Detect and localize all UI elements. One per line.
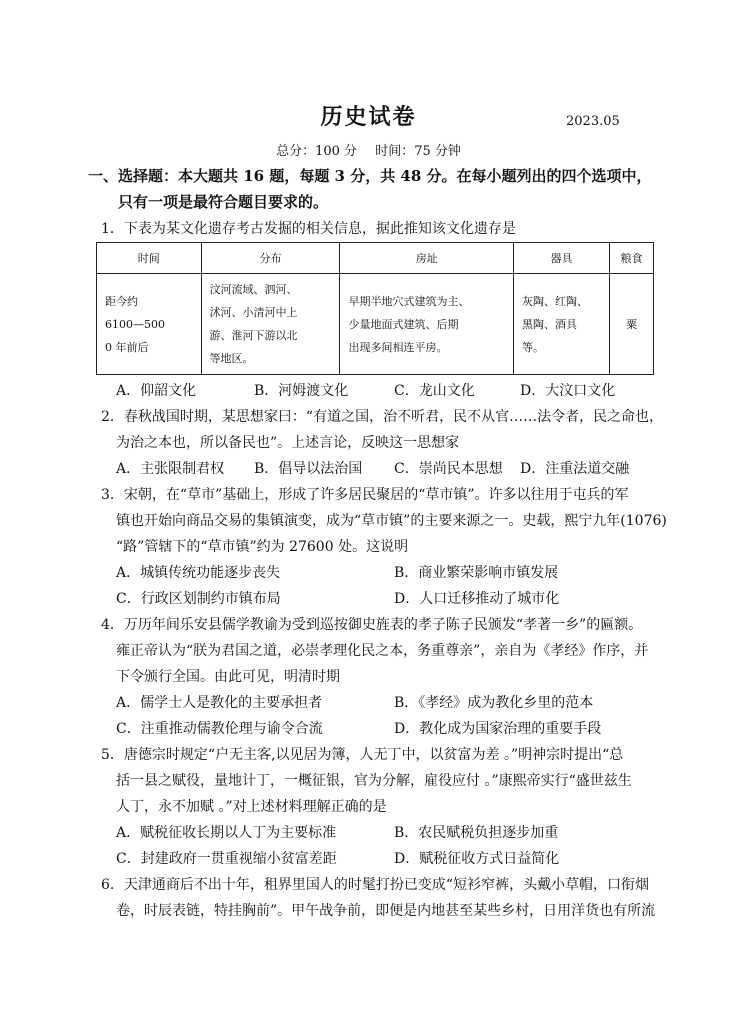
q4-option-c: C．注重推动儒教伦理与谕令合流 (116, 721, 323, 737)
q1-stem: 1．下表为某文化遗存考古发掘的相关信息，据此推知该文化遗存是 (101, 221, 516, 237)
q5-stem-line-2: 括一县之赋役，量地计丁，一概征银，官为分解，雇役应付 。”康熙帝实行“盛世兹生 (116, 773, 632, 789)
q2-option-a: A．主张限制君权 (116, 461, 225, 477)
q5-option-c: C．封建政府一贯重视缩小贫富差距 (116, 851, 337, 867)
q3-stem-line-2: 镇也开始向商品交易的集镇演变，成为“草市镇”的主要来源之一。史载，熙宁九年(1076) (116, 513, 667, 529)
q5-option-d: D．赋税征收方式日益简化 (394, 851, 560, 867)
q4-option-d: D．教化成为国家治理的重要手段 (394, 721, 602, 737)
total-score: 总分：100 分 (276, 144, 358, 159)
q6-stem-line-1: 6．天津通商后不出十年，租界里国人的时髦打扮已变成“短衫窄裤，头戴小草帽，口衔烟 (101, 877, 650, 893)
q5-stem-line-3: 人丁，永不加赋 。”对上述材料理解正确的是 (116, 799, 387, 815)
table-header-time: 时间 (97, 243, 202, 274)
table-header-grain: 粮食 (610, 243, 654, 274)
section-heading-line-2: 只有一项是最符合题目要求的。 (118, 193, 329, 211)
q4-option-b: B．《孝经》成为教化乡里的范本 (394, 695, 594, 711)
table-cell-housing: 早期半地穴式建筑为主、 少量地面式建筑、后期 出现多间相连平房。 (340, 274, 513, 375)
q4-stem-line-1: 4．万历年间乐安县儒学教谕为受到巡按御史旌表的孝子陈子民颁发“孝著一乡”的匾额。 (101, 617, 643, 633)
q5-option-b: B．农民赋税负担逐步加重 (394, 825, 559, 841)
q2-option-d: D．注重法道交融 (520, 461, 630, 477)
q3-option-b: B．商业繁荣影响市镇发展 (394, 565, 559, 581)
table-cell-tools: 灰陶、红陶、 黑陶、酒具 等。 (513, 274, 609, 375)
table-cell-grain: 粟 (610, 274, 654, 375)
q3-option-d: D．人口迁移推动了城市化 (394, 591, 560, 607)
duration: 时间：75 分钟 (375, 144, 461, 159)
q2-option-b: B．倡导以法治国 (254, 461, 363, 477)
q4-option-a: A．儒学士人是教化的主要承担者 (116, 695, 323, 711)
q1-option-d: D．大汶口文化 (520, 383, 616, 399)
q4-stem-line-3: 下令颁行全国。由此可见，明清时期 (116, 669, 340, 685)
q2-stem-line-2: 为治之本也，所以备民也”。上述言论，反映这一思想家 (116, 435, 460, 451)
table-header-tools: 器具 (513, 243, 609, 274)
q1-info-table (96, 242, 654, 375)
exam-date: 2023.05 (566, 114, 620, 129)
q3-option-c: C．行政区划制约市镇布局 (116, 591, 281, 607)
q3-option-a: A．城镇传统功能逐步丧失 (116, 565, 281, 581)
table-cell-time: 距今约 6100—500 0 年前后 (97, 274, 202, 375)
q1-option-c: C．龙山文化 (394, 383, 475, 399)
table-header-distribution: 分布 (201, 243, 340, 274)
q5-stem-line-1: 5．唐德宗时规定“户无主客,以见居为簿，人无丁中，以贫富为差 。”明神宗时提出“总 (101, 747, 624, 763)
q1-option-a: A．仰韶文化 (116, 383, 197, 399)
exam-meta (0, 140, 737, 159)
q3-stem-line-3: “路”管辖下的“草市镇”约为 27600 处。这说明 (116, 539, 409, 555)
section-heading-line-1: 一、选择题：本大题共 16 题，每题 3 分，共 48 分。在每小题列出的四个选项中， (88, 167, 652, 185)
q2-option-c: C．崇尚民本思想 (394, 461, 503, 477)
q2-stem-line-1: 2．春秋战国时期，某思想家曰：“有道之国，治不听君，民不从官……法令者，民之命也， (101, 409, 664, 425)
q6-stem-line-2: 卷，时辰表链，特挂胸前”。甲午战争前，即便是内地甚至某些乡村，日用洋货也有所流 (116, 903, 656, 919)
q1-option-b: B．河姆渡文化 (254, 383, 349, 399)
q4-stem-line-2: 雍正帝认为“朕为君国之道，必崇孝理化民之本，务重尊亲”，亲自为《孝经》作序，并 (116, 643, 649, 659)
table-header-housing: 房址 (340, 243, 513, 274)
table-cell-distribution: 汶河流域、泗河、 沭河、小清河中上 游、淮河下游以北 等地区。 (201, 274, 340, 375)
q3-stem-line-1: 3．宋朝，在“草市”基础上，形成了许多居民聚居的“草市镇”。许多以往用于屯兵的军 (101, 487, 629, 503)
q5-option-a: A．赋税征收长期以人丁为主要标准 (116, 825, 337, 841)
page-title: 历史试卷 (320, 104, 417, 130)
